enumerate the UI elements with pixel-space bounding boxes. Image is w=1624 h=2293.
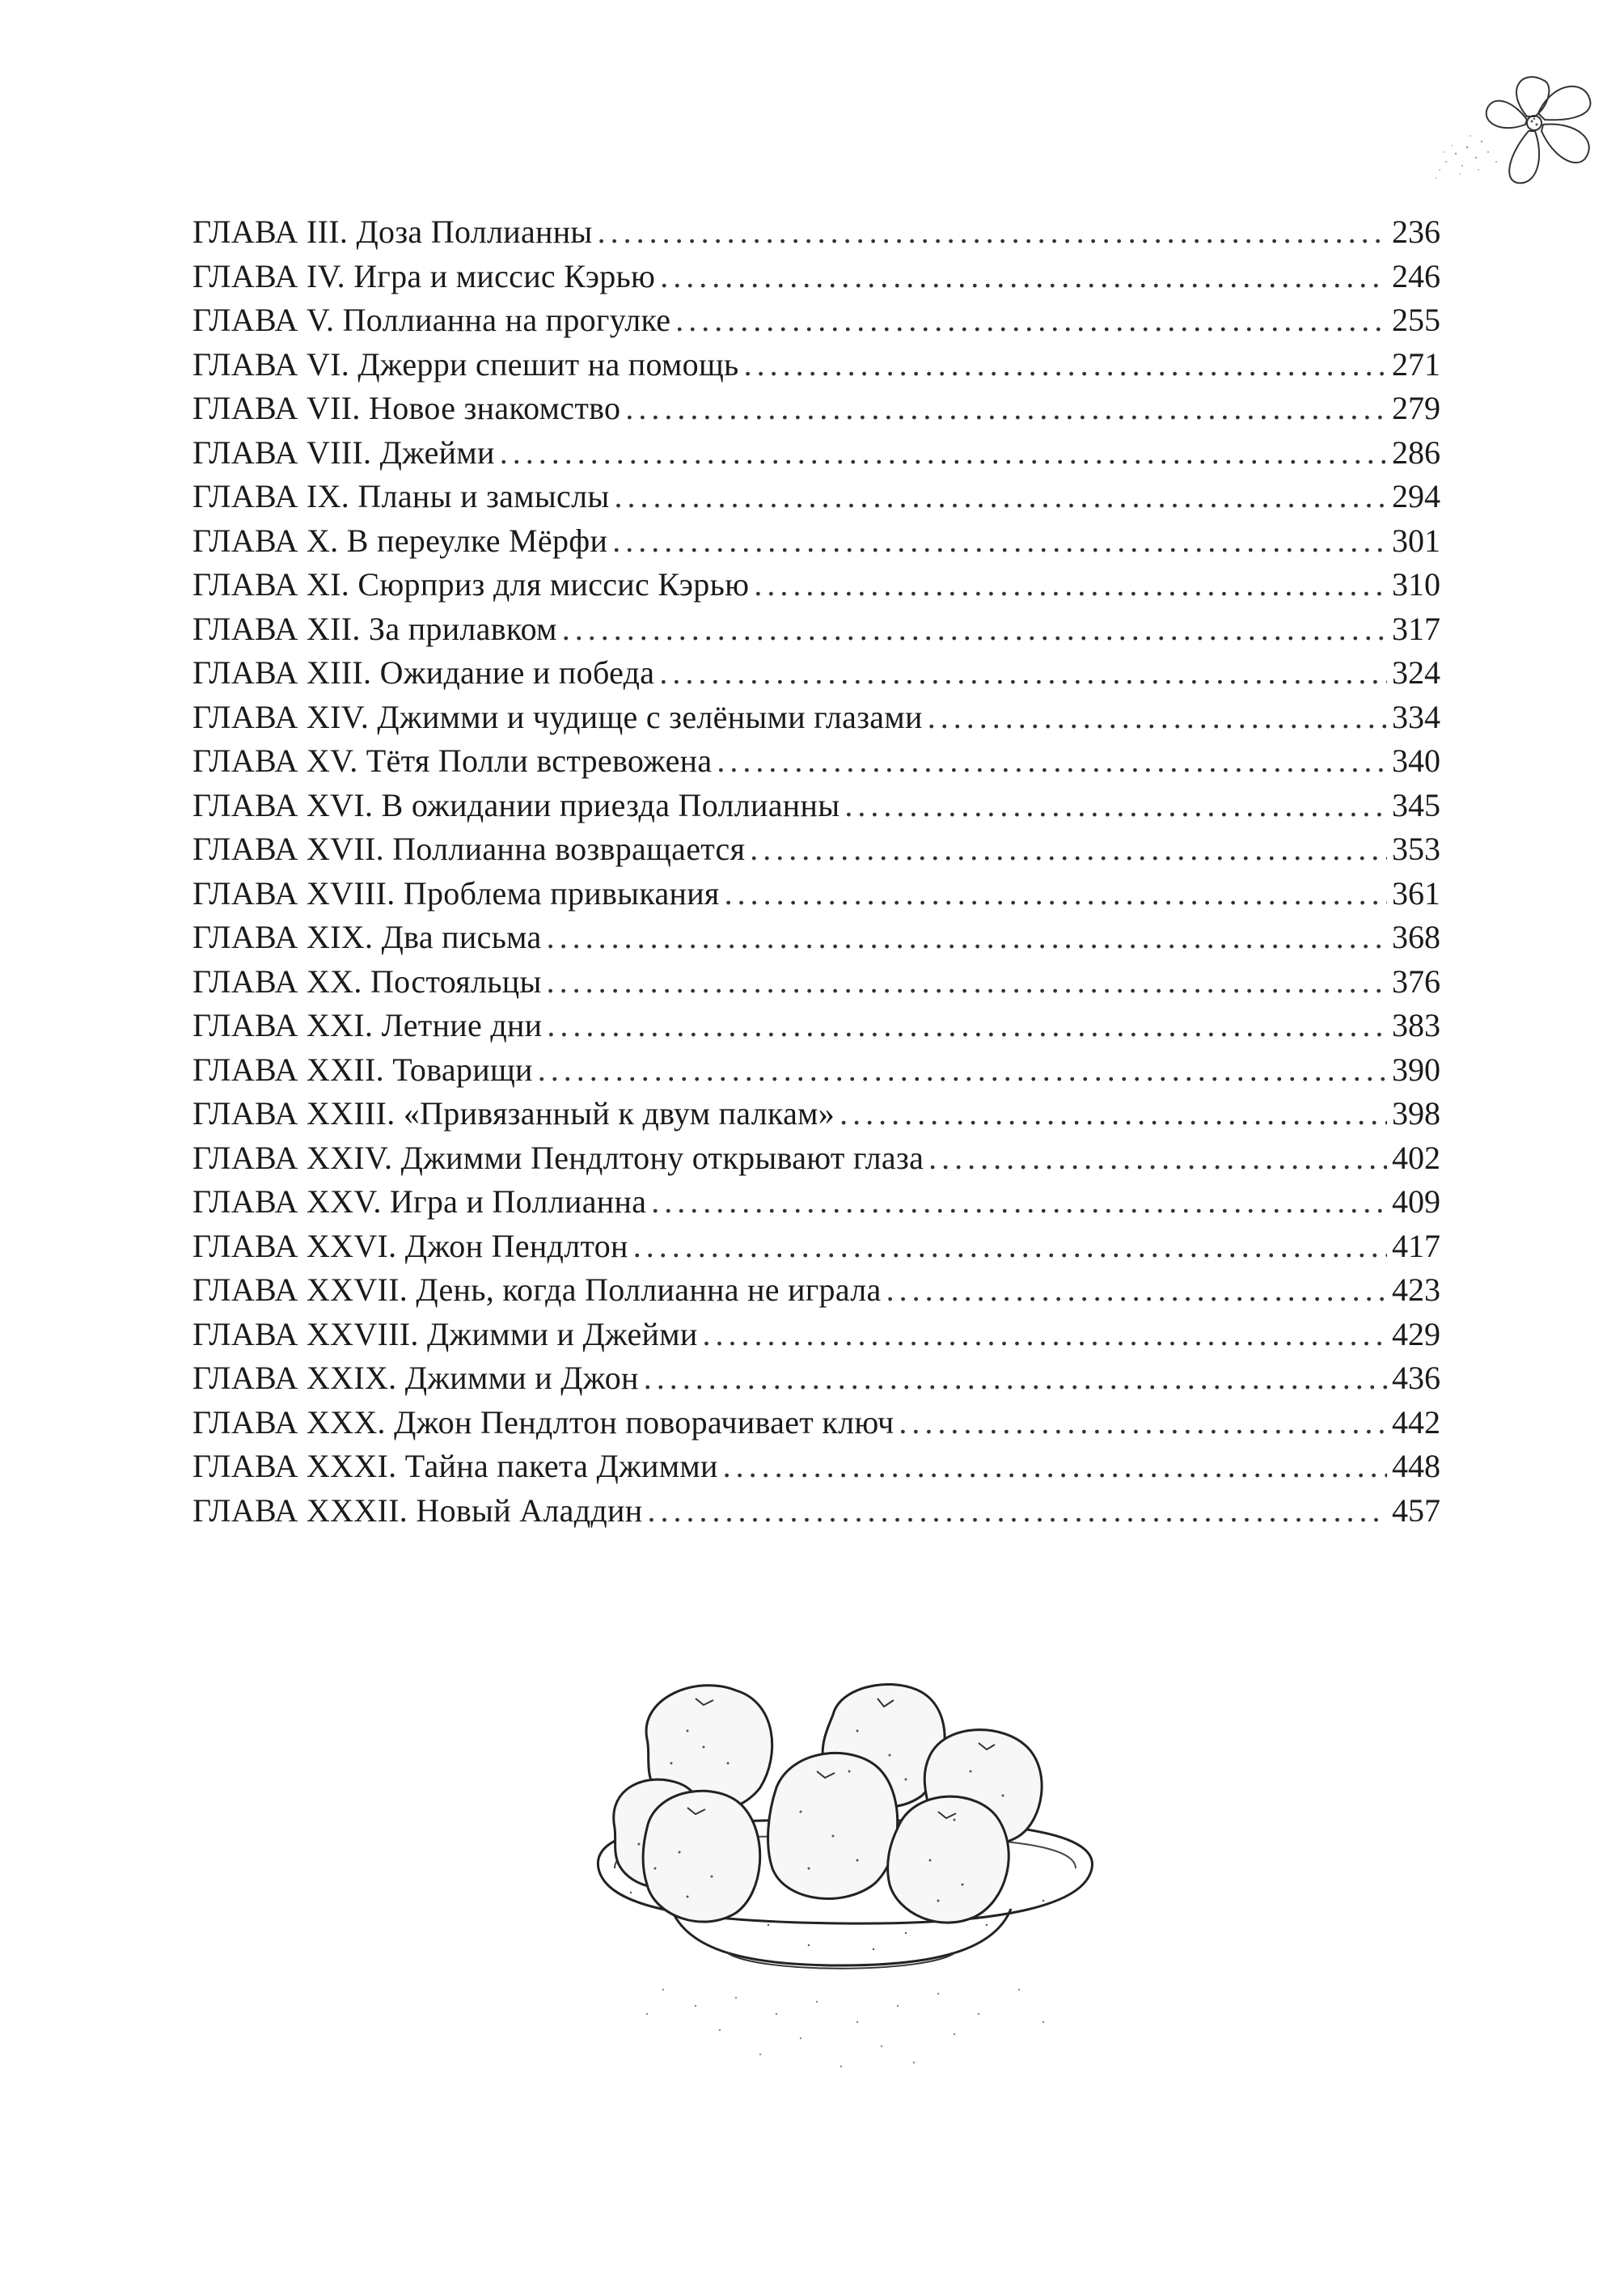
toc-title: ГЛАВА XV. Тётя Полли встревожена [192,742,713,779]
toc-leader-dots [612,519,1387,564]
toc-entry [192,475,1440,519]
toc-leader-dots [928,1136,1387,1181]
toc-entry [192,1445,1440,1489]
toc-page-number: 279 [1392,390,1440,426]
toc-entry [192,1048,1440,1093]
fruit-bowl-icon [566,1666,1116,2079]
toc-title: ГЛАВА VI. Джерри спешит на помощь [192,345,739,383]
toc-leader-dots [703,1313,1387,1357]
table-of-contents [192,210,1440,1533]
toc-leader-dots [725,872,1387,916]
toc-page-number: 423 [1392,1271,1440,1308]
toc-entry [192,1225,1440,1269]
toc-leader-dots [839,1092,1387,1136]
toc-leader-dots [660,255,1387,299]
toc-title: ГЛАВА VII. Новое знакомство [192,390,621,426]
toc-title: ГЛАВА III. Доза Поллианны [192,214,593,250]
toc-page-number: 294 [1392,478,1440,514]
toc-page-number: 246 [1392,257,1440,294]
toc-page-number: 340 [1392,742,1440,779]
toc-leader-dots [899,1401,1387,1445]
toc-entry [192,784,1440,828]
toc-page-number: 402 [1392,1139,1440,1176]
toc-page-number: 334 [1392,698,1440,735]
toc-entry [192,210,1440,255]
toc-title: ГЛАВА XXII. Товарищи [192,1051,533,1088]
toc-title: ГЛАВА XIII. Ожидание и победа [192,654,655,691]
toc-leader-dots [562,607,1387,652]
toc-entry [192,607,1440,652]
toc-title: ГЛАВА XXXI. Тайна пакета Джимми [192,1448,718,1484]
toc-leader-dots [744,343,1387,387]
toc-leader-dots [547,1004,1387,1048]
toc-leader-dots [615,475,1387,519]
toc-entry [192,563,1440,607]
toc-leader-dots [750,827,1387,872]
toc-entry [192,1136,1440,1181]
toc-title: ГЛАВА XXX. Джон Пендлтон поворачивает ключ [192,1403,894,1441]
toc-page-number: 448 [1392,1448,1440,1484]
toc-title: ГЛАВА X. В переулке Мёрфи [192,522,608,559]
toc-title: ГЛАВА XX. Постояльцы [192,962,542,1000]
toc-page-number: 236 [1392,214,1440,250]
toc-page-number: 301 [1392,522,1440,559]
toc-page-number: 409 [1392,1183,1440,1220]
toc-title: ГЛАВА XXI. Летние дни [192,1007,543,1043]
toc-title: ГЛАВА XXVIII. Джимми и Джейми [192,1315,698,1352]
toc-entry [192,431,1440,476]
toc-leader-dots [547,916,1387,960]
toc-page-number: 383 [1392,1007,1440,1043]
toc-page-number: 361 [1392,874,1440,912]
toc-entry [192,255,1440,299]
toc-entry [192,960,1440,1005]
toc-entry [192,696,1440,740]
toc-page-number: 368 [1392,919,1440,955]
toc-leader-dots [647,1489,1387,1534]
toc-title: ГЛАВА XXXII. Новый Аладдин [192,1491,643,1529]
toc-leader-dots [754,563,1387,607]
toc-title: ГЛАВА XVIII. Проблема привыкания [192,874,720,912]
toc-leader-dots [500,431,1387,476]
toc-leader-dots [886,1268,1387,1313]
toc-leader-dots [675,298,1387,343]
toc-entry [192,1180,1440,1225]
toc-title: ГЛАВА XVI. В ожидании приезда Поллианны [192,786,840,823]
toc-entry [192,1313,1440,1357]
toc-title: ГЛАВА XIX. Два письма [192,919,542,955]
toc-title: ГЛАВА XII. За прилавком [192,610,557,647]
toc-title: ГЛАВА XVII. Поллианна возвращается [192,831,746,867]
toc-entry [192,651,1440,696]
toc-leader-dots [644,1356,1387,1401]
toc-entry [192,872,1440,916]
toc-leader-dots [723,1445,1387,1489]
toc-page-number: 286 [1392,434,1440,471]
toc-entry [192,827,1440,872]
toc-page-number: 398 [1392,1095,1440,1132]
toc-entry [192,739,1440,784]
toc-page-number: 324 [1392,654,1440,691]
toc-page-number: 345 [1392,786,1440,823]
toc-entry [192,1489,1440,1534]
toc-page-number: 436 [1392,1360,1440,1396]
toc-page-number: 271 [1392,345,1440,383]
toc-entry [192,387,1440,431]
toc-leader-dots [547,960,1387,1005]
toc-entry [192,1004,1440,1048]
toc-title: ГЛАВА XXVII. День, когда Поллианна не играла [192,1271,882,1308]
toc-title: ГЛАВА IX. Планы и замыслы [192,478,610,514]
toc-page-number: 442 [1392,1403,1440,1441]
toc-entry [192,1401,1440,1445]
toc-title: ГЛАВА XXV. Игра и Поллианна [192,1183,647,1220]
toc-leader-dots [717,739,1387,784]
toc-leader-dots [651,1180,1387,1225]
toc-leader-dots [598,210,1387,255]
toc-leader-dots [625,387,1387,431]
toc-title: ГЛАВА V. Поллианна на прогулке [192,302,671,338]
toc-entry [192,343,1440,387]
toc-page-number: 429 [1392,1315,1440,1352]
toc-page-number: 255 [1392,302,1440,338]
toc-title: ГЛАВА XXIII. «Привязанный к двум палкам» [192,1095,835,1132]
flower-icon [1432,57,1618,202]
toc-entry [192,298,1440,343]
toc-leader-dots [633,1225,1387,1269]
toc-title: ГЛАВА XI. Сюрприз для миссис Кэрью [192,566,750,603]
toc-entry [192,519,1440,564]
toc-page-number: 310 [1392,566,1440,603]
toc-page-number: 353 [1392,831,1440,867]
toc-title: ГЛАВА VIII. Джейми [192,434,495,471]
toc-page-number: 417 [1392,1227,1440,1264]
toc-title: ГЛАВА IV. Игра и миссис Кэрью [192,257,656,294]
toc-page-number: 376 [1392,962,1440,1000]
toc-title: ГЛАВА XXIX. Джимми и Джон [192,1360,639,1396]
toc-entry [192,1092,1440,1136]
toc-page-number: 390 [1392,1051,1440,1088]
toc-entry [192,916,1440,960]
toc-title: ГЛАВА XXVI. Джон Пендлтон [192,1227,628,1264]
toc-leader-dots [538,1048,1387,1093]
toc-entry [192,1356,1440,1401]
toc-page-number: 457 [1392,1491,1440,1529]
toc-leader-dots [928,696,1387,740]
toc-leader-dots [844,784,1387,828]
toc-leader-dots [659,651,1387,696]
toc-page-number: 317 [1392,610,1440,647]
toc-title: ГЛАВА XXIV. Джимми Пендлтону открывают глаза [192,1139,924,1176]
toc-title: ГЛАВА XIV. Джимми и чудище с зелёными глазами [192,698,923,735]
toc-entry [192,1268,1440,1313]
